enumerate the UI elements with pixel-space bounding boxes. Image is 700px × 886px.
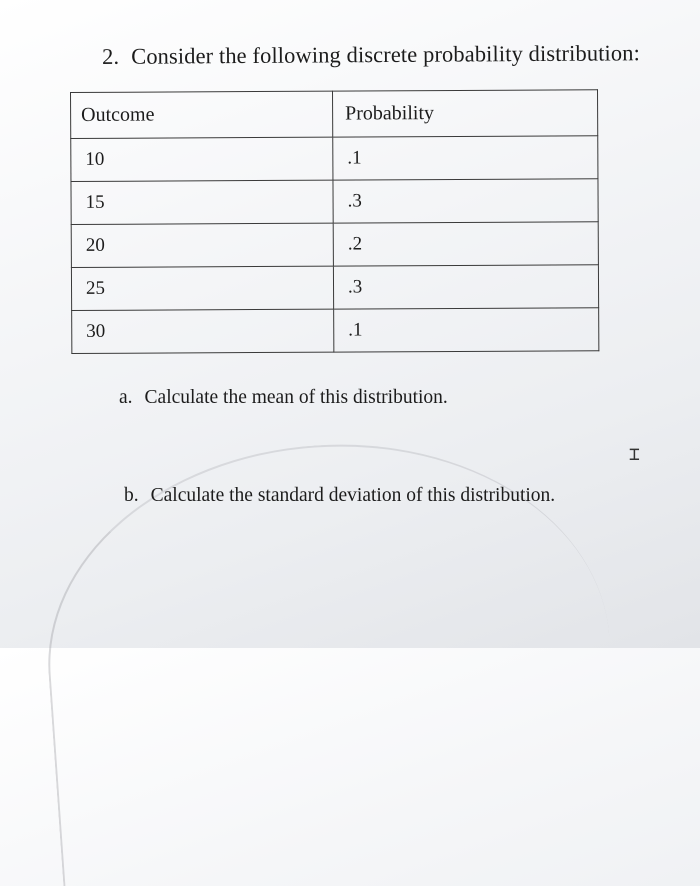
probability-header: Probability bbox=[332, 90, 597, 137]
text-cursor-icon: ⌶ bbox=[629, 444, 640, 465]
table-header-row bbox=[71, 90, 598, 139]
part-b bbox=[124, 485, 555, 507]
outcome-cell: 20 bbox=[71, 223, 333, 267]
part-a bbox=[119, 387, 448, 409]
probability-cell: .1 bbox=[334, 308, 599, 352]
part-a-letter: a. bbox=[119, 387, 133, 408]
table-row bbox=[72, 308, 599, 354]
outcome-cell: 30 bbox=[72, 309, 334, 353]
part-b-text: Calculate the standard deviation of this distribution. bbox=[150, 485, 556, 506]
outcome-cell: 15 bbox=[71, 180, 333, 224]
table-row bbox=[71, 136, 598, 182]
table-row bbox=[71, 265, 598, 311]
part-b-letter: b. bbox=[124, 485, 139, 506]
probability-table bbox=[70, 89, 599, 354]
part-a-text: Calculate the mean of this distribution. bbox=[144, 387, 448, 408]
question-text: Consider the following discrete probability distribution: bbox=[131, 40, 641, 69]
table-row bbox=[71, 179, 598, 225]
table-row bbox=[71, 222, 598, 268]
outcome-cell: 10 bbox=[71, 137, 333, 181]
question-number: 2. bbox=[102, 43, 120, 69]
question-heading bbox=[102, 40, 640, 70]
outcome-cell: 25 bbox=[71, 266, 333, 310]
probability-cell: .3 bbox=[333, 179, 598, 223]
probability-cell: .3 bbox=[333, 265, 598, 309]
outcome-header: Outcome bbox=[71, 91, 333, 138]
probability-cell: .1 bbox=[333, 136, 598, 180]
probability-cell: .2 bbox=[333, 222, 598, 266]
